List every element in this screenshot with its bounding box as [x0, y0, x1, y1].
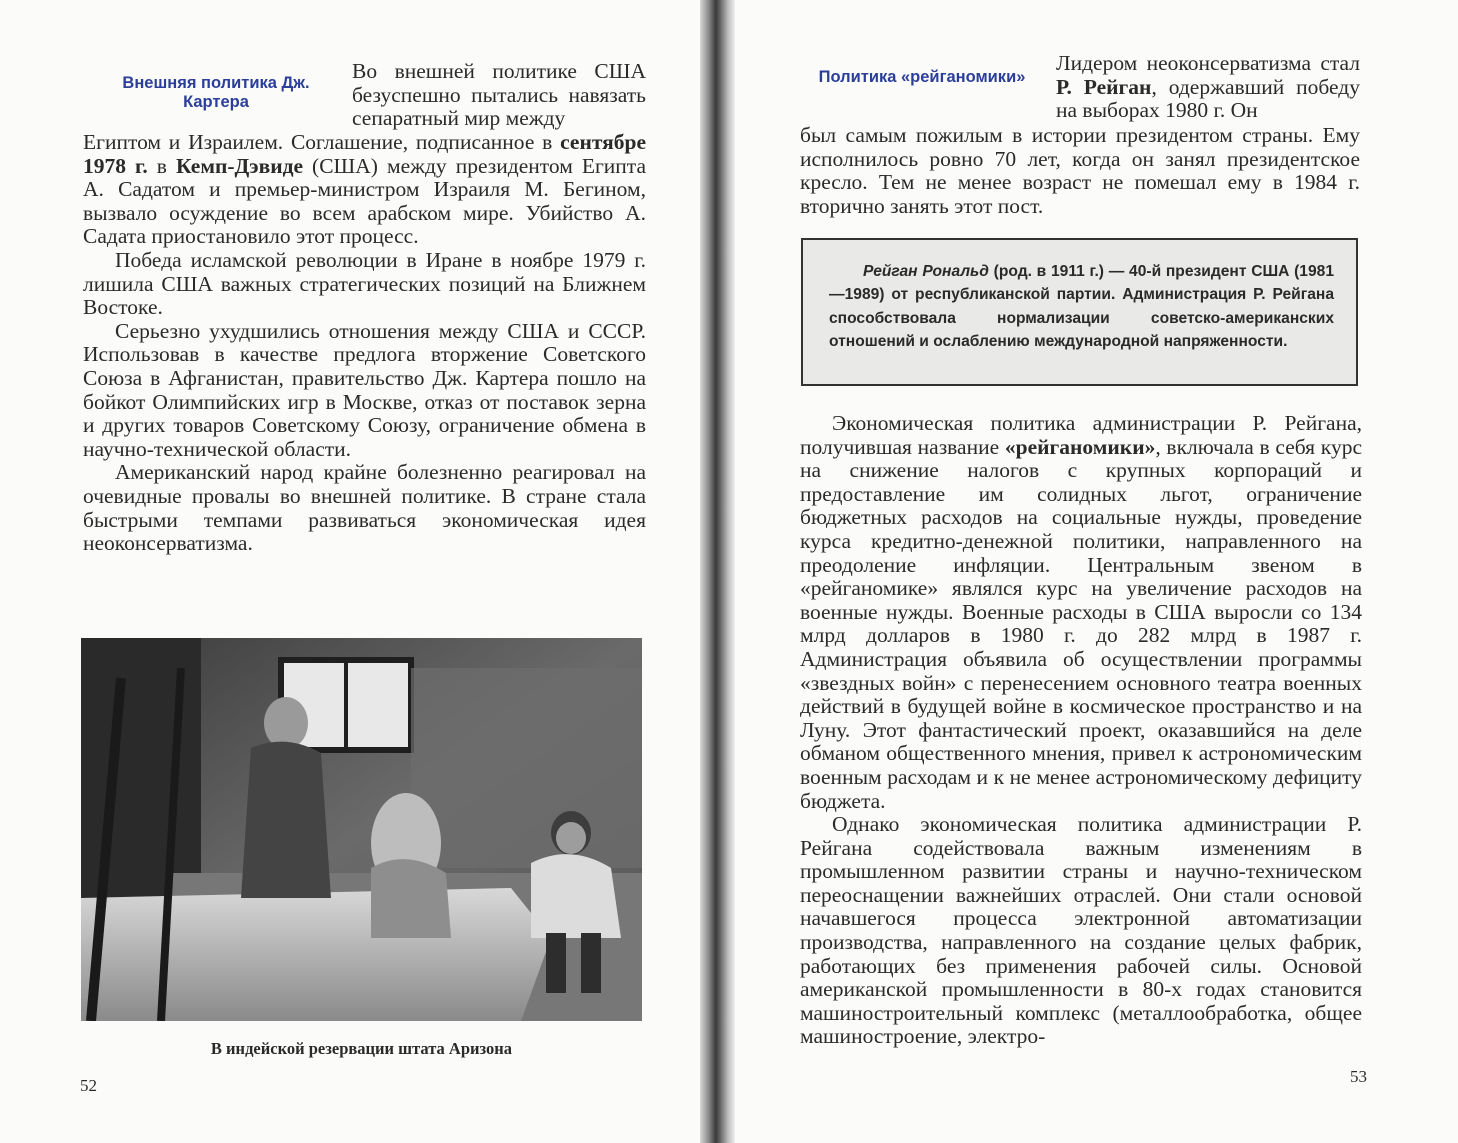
marginal-heading-reaganomics: Политика «рейганомики»: [818, 68, 1026, 86]
box-name: Рейган Рональд: [863, 263, 989, 280]
left-head-paragraph: [352, 60, 646, 131]
right-p2-b: , включала в себя курс на снижение налогов с крупных корпораций и предоставление им солидных льгот, ограничение бюджетных расходов на социальные нужды, проведение курса кредитно-денежной политики, направленного на преодоление инфляции. Центральным звеном в «рейганомике» являлся курс на увеличение расходов на военные нужды. Военные расходы в США выросли со 134 млрд долларов в 1980 г. до 282 млрд в 1987 г. Администрация объявила об осуществлении программы «звездных войн» с перенесением основного театра военных действий в будущей войне в космическое пространство и на Луну. Этот фантастический проект, оказавшийся на деле обманом общественного мнения, привел к астрономическим военным расходам и к не менее астрономическому дефициту бюджета.: [800, 434, 1362, 813]
page-number-left: 52: [80, 1076, 97, 1095]
box-body: (род. в 1911 г.) — 40-й президент США (1981—1989) от республиканской партии. Администрация Р. Рейгана способствовала нормализации советско-американских отношений и ослаблению международной напряженности.: [829, 263, 1334, 350]
left-p1-c: (США) между президентом Египта А. Садатом и премьер-министром Израиля М. Бегином, вызвало осуждение во всем арабском мире. Убийство А. Садата приостановило этот процесс.: [83, 153, 647, 249]
photo-caption: В индейской резервации штата Аризона: [210, 1039, 513, 1058]
left-main-text: [83, 131, 646, 556]
book-gutter: [700, 0, 735, 1143]
page-number-right: 53: [1350, 1067, 1367, 1086]
right-head-paragraph: [1056, 52, 1360, 123]
right-p2-a: Экономическая политика администрации Р. Рейгана, получившая название: [800, 411, 1362, 459]
right-head-a: Лидером неоконсерватизма стал: [1056, 51, 1360, 75]
left-head-text: Во внешней политике США безуспешно пытались навязать сепаратный мир между: [352, 59, 646, 131]
left-p1-b: в: [147, 153, 176, 178]
left-p1-date: сентябре 1978 г.: [83, 130, 646, 178]
right-paragraph-3: Однако экономическая политика администрации Р. Рейгана содействовала важным изменениям в промышленном развитии страны и научно-техническом переоснащении важнейших отраслей. Они стали основой начавшегося процесса электронной автоматизации производства, направленного на создание целых фабрик, работающих без применения рабочей силы. Основой американской промышленности в 80-х годах становится машиностроительный комплекс (металлообработка, общее машиностроение, электро-: [800, 812, 1362, 1049]
right-main-text: [800, 124, 1360, 218]
left-p1-place: Кемп-Дэвиде: [176, 153, 304, 178]
left-paragraph-3: Серьезно ухудшились отношения между США и СССР. Использовав в качестве предлога вторжение Советского Союза в Афганистан, правительство Дж. Картера пошло на бойкот Олимпийских игр в Москве, отказ от поставок зерна и других товаров Советскому Союзу, ограничение обмена в научно-технической области.: [83, 318, 646, 461]
box-text: [829, 260, 1334, 353]
right-head-b: , одержавший победу на выборах 1980 г. Он: [1056, 74, 1360, 123]
right-paragraph-1: был самым пожилым в истории президентом страны. Ему исполнилось ровно 70 лет, когда он занял президентское кресло. Тем не менее возраст не помешал ему в 1984 г. вторично занять этот пост.: [800, 123, 1360, 218]
right-head-name: Р. Рейган: [1056, 74, 1152, 99]
left-paragraph-4: Американский народ крайне болезненно реагировал на очевидные провалы во внешней политике. В стране стала быстрыми темпами развиваться экономическая идея неоконсерватизма.: [83, 460, 646, 556]
right-p2-term: «рейганомики»: [1004, 434, 1156, 459]
right-paragraph-2: [800, 412, 1362, 813]
left-paragraph-2: Победа исламской революции в Иране в ноябре 1979 г. лишила США важных стратегических позиций на Ближнем Востоке.: [83, 247, 646, 320]
left-paragraph-1: [83, 131, 646, 249]
right-head-text: [1056, 52, 1360, 123]
photo-illustration: [81, 638, 642, 1021]
reservation-photo: [81, 638, 642, 1021]
left-page: [0, 0, 700, 1143]
marginal-heading-carter: Внешняя политика Дж. Картера: [122, 74, 310, 111]
reagan-biography-box: [801, 238, 1358, 386]
right-lower-text: [800, 412, 1362, 1049]
left-p1-a: Египтом и Израилем. Соглашение, подписанное в: [83, 130, 561, 154]
